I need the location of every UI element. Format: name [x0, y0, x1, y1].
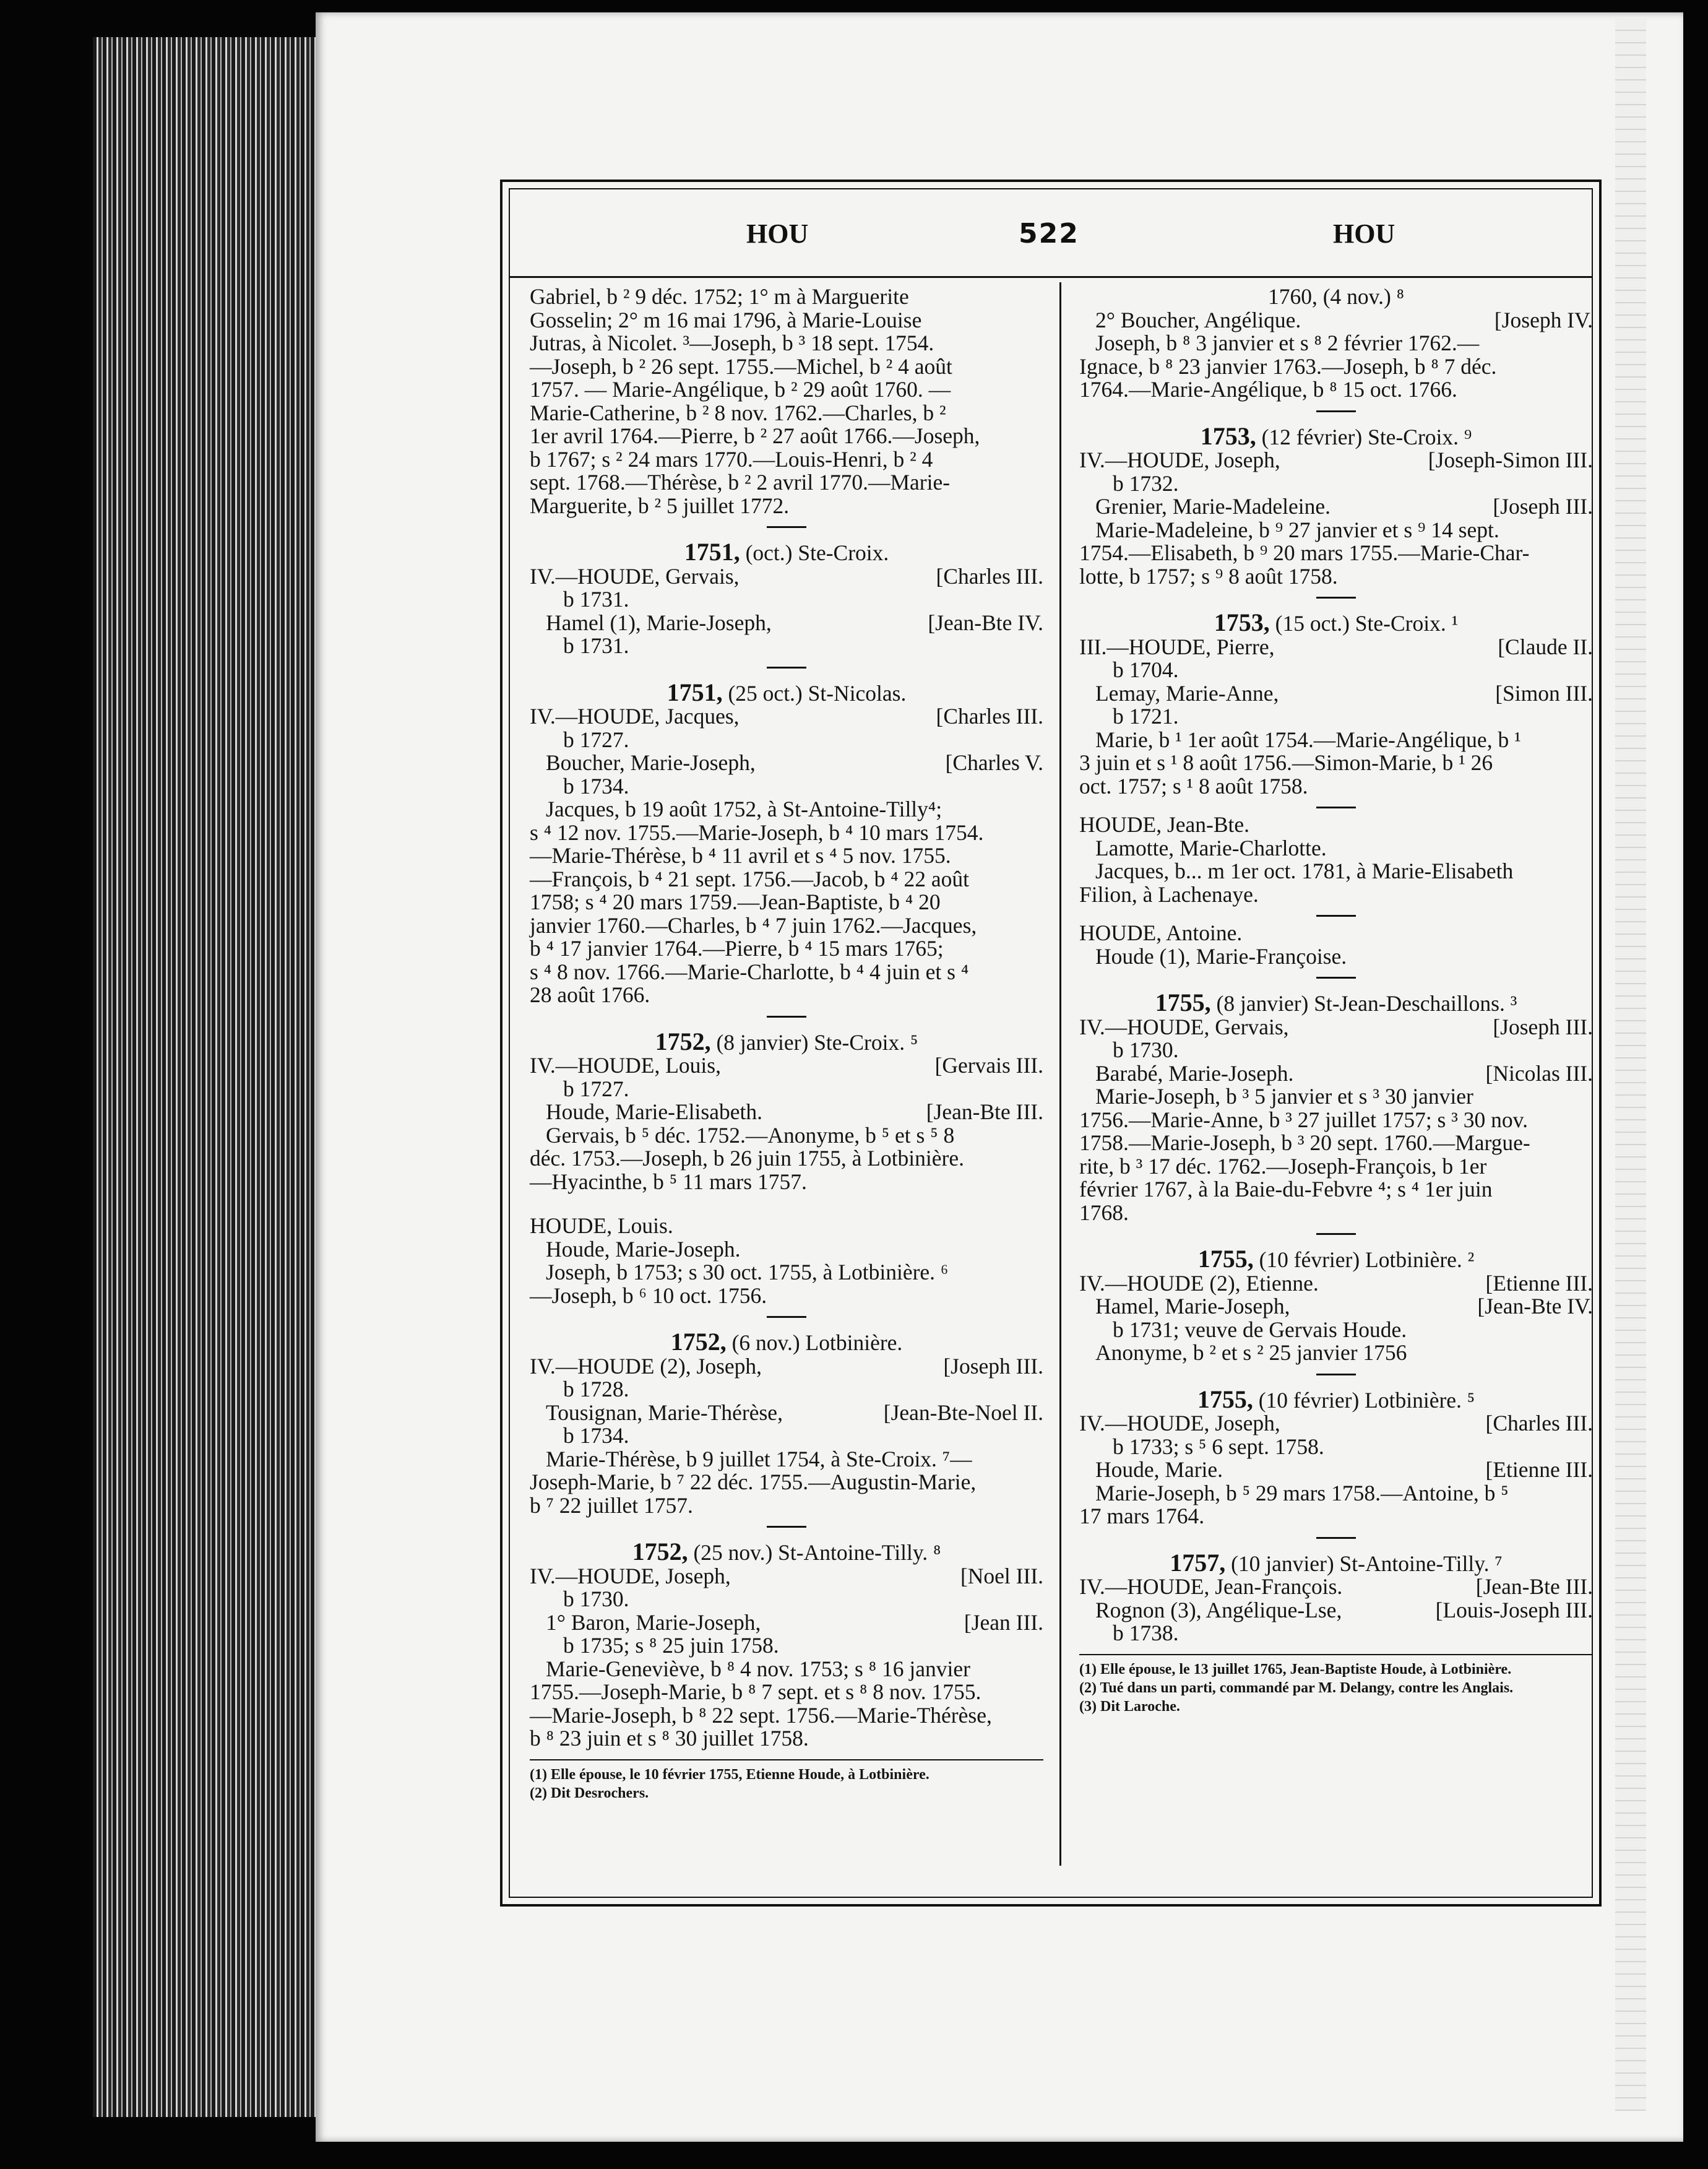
children-line: Joseph, b 1753; s 30 oct. 1755, à Lotbinière. ⁶ — [546, 1260, 949, 1284]
wife-parent: [Jean-Bte III. — [926, 1099, 1043, 1124]
entry-heading — [1079, 422, 1593, 450]
entry-year: 1752, — [655, 1027, 711, 1055]
children-line: oct. 1757; s ¹ 8 août 1758. — [1079, 773, 1308, 799]
footnote: (3) Dit Laroche. — [1079, 1698, 1180, 1715]
wife-name: Barabé, Marie-Joseph. — [1095, 1060, 1294, 1086]
text-line: —Joseph, b ² 26 sept. 1755.—Michel, b ² 4 août — [530, 353, 952, 379]
entry-heading — [530, 1027, 1043, 1055]
husband-name: IV.—HOUDE, Jacques, — [530, 704, 740, 729]
entry-year: 1752, — [632, 1538, 688, 1565]
text-line: sept. 1768.—Thérèse, b ² 2 avril 1770.—Marie- — [530, 470, 951, 495]
separator — [1316, 1374, 1356, 1375]
wife-birth: b 1731; veuve de Gervais Houde. — [1113, 1317, 1407, 1342]
text-line: b 1767; s ² 24 mars 1770.—Louis-Henri, b ² 4 — [530, 446, 933, 472]
wife-name: Houde, Marie-Elisabeth. — [546, 1099, 762, 1124]
spacer — [530, 1193, 1043, 1214]
husband-parent: [Noel III. — [960, 1563, 1043, 1588]
wife-parent: [Louis-Joseph III. — [1435, 1597, 1593, 1622]
husband-parent: [Claude II. — [1498, 634, 1593, 659]
wife-line — [1079, 1458, 1593, 1482]
children-line: 1758; s ⁴ 20 mars 1759.—Jean-Baptiste, b ⁴ 20 — [530, 890, 941, 914]
book-page-edges — [93, 37, 328, 2117]
husband-line — [1079, 1575, 1593, 1599]
children-line: —Marie-Thérèse, b ⁴ 11 avril et s ⁴ 5 nov. 1755. — [530, 843, 951, 868]
husband-line — [1079, 449, 1593, 472]
children-line: 1764.—Marie-Angélique, b ⁸ 15 oct. 1766. — [1079, 377, 1457, 402]
entry-place: (10 février) Lotbinière. ⁵ — [1253, 1387, 1475, 1413]
children-line: Marie-Madeleine, b ⁹ 27 janvier et s ⁹ 14 sept. — [1095, 517, 1499, 542]
wife-parent: [Jean-Bte IV. — [1477, 1294, 1593, 1318]
page-edge-marks — [1615, 19, 1646, 2111]
entry-heading — [1079, 1385, 1593, 1413]
text-line: Gosselin; 2° m 16 mai 1796, à Marie-Louise — [530, 307, 922, 332]
husband-parent: [Charles III. — [1485, 1411, 1593, 1435]
children-line: Joseph, b ⁸ 3 janvier et s ⁸ 2 février 1762.— — [1095, 331, 1480, 355]
text-line: Marie-Catherine, b ² 8 nov. 1762.—Charles, b ² — [530, 400, 946, 425]
wife-line — [1079, 1062, 1593, 1086]
entry-place: (8 janvier) St-Jean-Deschaillons. ³ — [1210, 991, 1517, 1016]
husband-name: IV.—HOUDE, Jean-François. — [1079, 1574, 1343, 1599]
husband-name: IV.—HOUDE, Joseph, — [1079, 1411, 1280, 1435]
husband-parent: [Jean-Bte III. — [1475, 1574, 1593, 1599]
husband-name: IV.—HOUDE, Joseph, — [1079, 448, 1280, 472]
husband-name: IV.—HOUDE, Joseph, — [530, 1563, 731, 1588]
wife-birth: b 1721. — [1113, 704, 1179, 729]
husband-line — [1079, 1272, 1593, 1296]
children-line: Jacques, b... m 1er oct. 1781, à Marie-Elisabeth — [1095, 859, 1514, 883]
children-line: b ⁷ 22 juillet 1757. — [530, 1492, 693, 1518]
wife-parent: [Etienne III. — [1485, 1457, 1593, 1482]
husband-parent: [Etienne III. — [1485, 1270, 1593, 1296]
wife-name: Rognon (3), Angélique-Lse, — [1095, 1597, 1342, 1622]
entry-place: (6 nov.) Lotbinière. — [726, 1330, 903, 1355]
person-name: HOUDE, Louis. — [530, 1213, 673, 1238]
husband-birth: b 1733; s ⁵ 6 sept. 1758. — [1113, 1434, 1324, 1459]
entry-place: (25 nov.) St-Antoine-Tilly. ⁸ — [688, 1540, 941, 1565]
husband-line — [530, 705, 1043, 729]
husband-birth: b 1728. — [563, 1377, 629, 1401]
husband-name: IV.—HOUDE, Gervais, — [530, 563, 740, 589]
wife-birth: b 1734. — [563, 773, 629, 799]
entry-place: (oct.) Ste-Croix. — [740, 540, 889, 565]
wife-parent: [Simon III. — [1495, 680, 1593, 706]
entry-year: 1757, — [1170, 1548, 1226, 1577]
entry-year: 1755, — [1197, 1245, 1254, 1273]
wife-parent: [Joseph IV. — [1494, 307, 1593, 332]
husband-birth: b 1727. — [563, 1076, 629, 1101]
husband-line — [530, 1565, 1043, 1588]
children-line: janvier 1760.—Charles, b ⁴ 7 juin 1762.—Jacques, — [530, 912, 977, 938]
children-line: 3 juin et s ¹ 8 août 1756.—Simon-Marie, b ¹ 26 — [1079, 750, 1493, 775]
separator — [767, 526, 806, 528]
husband-parent: [Joseph III. — [943, 1353, 1043, 1379]
person-name: HOUDE, Antoine. — [1079, 920, 1243, 945]
husband-name: IV.—HOUDE, Gervais, — [1079, 1014, 1289, 1039]
children-line: 1758.—Marie-Joseph, b ³ 20 sept. 1760.—Margue- — [1079, 1130, 1530, 1155]
children-line: 1754.—Elisabeth, b ⁹ 20 mars 1755.—Marie-Char- — [1079, 540, 1530, 565]
children-line: Marie-Thérèse, b 9 juillet 1754, à Ste-Croix. ⁷— — [546, 1446, 972, 1471]
husband-birth: b 1732. — [1113, 470, 1179, 496]
entry-heading — [530, 1540, 1043, 1565]
footnote: (1) Elle épouse, le 10 février 1755, Etienne Houde, à Lotbinière. — [530, 1766, 929, 1783]
entry-place: (25 oct.) St-Nicolas. — [722, 680, 907, 706]
wife-name: Houde, Marie. — [1095, 1457, 1223, 1482]
children-line: Marie-Geneviève, b ⁸ 4 nov. 1753; s ⁸ 16 janvier — [546, 1656, 970, 1681]
wife-parent: [Charles V. — [945, 750, 1043, 775]
column-divider — [1059, 282, 1061, 1866]
entry-year: 1751, — [684, 538, 740, 566]
children-line: 1755.—Joseph-Marie, b ⁸ 7 sept. et s ⁸ 8 nov. 1755. — [530, 1679, 981, 1704]
entry-year: 1752, — [670, 1328, 727, 1356]
person-name: HOUDE, Jean-Bte. — [1079, 812, 1250, 837]
wife-line — [530, 1101, 1043, 1124]
children-line: Gervais, b ⁵ déc. 1752.—Anonyme, b ⁵ et s ⁵ 8 — [546, 1122, 955, 1148]
wife-line — [530, 1401, 1043, 1425]
entry-heading — [530, 678, 1043, 706]
header-right: HOU — [1333, 219, 1395, 249]
children-line: lotte, b 1757; s ⁹ 8 août 1758. — [1079, 563, 1338, 589]
wife-parent: [Jean III. — [964, 1609, 1043, 1635]
children-line: s ⁴ 8 nov. 1766.—Marie-Charlotte, b ⁴ 4 juin et s ⁴ — [530, 959, 969, 984]
children-line: 17 mars 1764. — [1079, 1504, 1205, 1528]
entry-year: 1753, — [1214, 608, 1270, 636]
wife-name: Lamotte, Marie-Charlotte. — [1095, 835, 1327, 860]
wife-birth: b 1734. — [563, 1423, 629, 1448]
wife-parent: [Joseph III. — [1493, 494, 1593, 519]
husband-line — [530, 1355, 1043, 1379]
wife-birth: b 1731. — [563, 633, 629, 658]
husband-birth: b 1731. — [563, 587, 629, 612]
wife-line — [530, 751, 1043, 775]
wife-name: Houde (1), Marie-Françoise. — [1095, 943, 1347, 969]
children-line: Jacques, b 19 août 1752, à St-Antoine-Tilly⁴; — [546, 797, 942, 821]
children-line: Joseph-Marie, b ⁷ 22 déc. 1755.—Augustin-Marie, — [530, 1470, 977, 1494]
children-line: s ⁴ 12 nov. 1755.—Marie-Joseph, b ⁴ 10 mars 1754. — [530, 820, 984, 845]
separator — [1316, 597, 1356, 599]
wife-name: Hamel, Marie-Joseph, — [1095, 1294, 1290, 1318]
children-line: 1756.—Marie-Anne, b ³ 27 juillet 1757; s ³ 30 nov. — [1079, 1107, 1528, 1132]
text-line: Gabriel, b ² 9 déc. 1752; 1° m à Marguerite — [530, 284, 909, 309]
wife-line — [1079, 1295, 1593, 1318]
wife-parent: [Jean-Bte IV. — [928, 610, 1043, 635]
text-line: 1760, (4 nov.) ⁸ — [1267, 284, 1405, 309]
husband-birth: b 1727. — [563, 727, 629, 752]
husband-line — [1079, 1016, 1593, 1039]
footnote: (2) Dit Desrochers. — [530, 1785, 649, 1801]
entry-year: 1755, — [1155, 989, 1211, 1016]
children-line: Marie-Joseph, b ³ 5 janvier et s ³ 30 janvier — [1095, 1084, 1473, 1109]
wife-name: Lemay, Marie-Anne, — [1095, 680, 1279, 706]
children-line: déc. 1753.—Joseph, b 26 juin 1755, à Lotbinière. — [530, 1146, 964, 1171]
wife-name: Houde, Marie-Joseph. — [546, 1236, 741, 1262]
husband-birth: b 1730. — [1113, 1037, 1179, 1062]
header-left: HOU — [746, 219, 809, 249]
children-line: Ignace, b ⁸ 23 janvier 1763.—Joseph, b ⁸ 7 déc. — [1079, 353, 1497, 379]
entry-heading — [1079, 991, 1593, 1016]
separator — [1316, 1537, 1356, 1539]
wife-line — [1079, 1599, 1593, 1622]
entry-place: (12 février) Ste-Croix. ⁹ — [1256, 424, 1472, 449]
wife-name: Tousignan, Marie-Thérèse, — [546, 1400, 783, 1425]
entry-heading — [530, 540, 1043, 565]
inner-border — [509, 188, 1593, 1898]
separator — [1316, 807, 1356, 808]
husband-line — [530, 565, 1043, 589]
entry-place: (15 oct.) Ste-Croix. ¹ — [1269, 611, 1459, 636]
entry-heading — [1079, 608, 1593, 636]
children-line: b ⁸ 23 juin et s ⁸ 30 juillet 1758. — [530, 1726, 809, 1751]
wife-line — [1079, 495, 1593, 519]
entry-place: (8 janvier) Ste-Croix. ⁵ — [710, 1029, 918, 1055]
children-line: février 1767, à la Baie-du-Febvre ⁴; s ⁴ 1er juin — [1079, 1177, 1493, 1201]
children-line: 28 août 1766. — [530, 982, 650, 1007]
husband-parent: [Gervais III. — [934, 1053, 1043, 1078]
husband-parent: [Charles III. — [936, 563, 1043, 589]
text-line: Jutras, à Nicolet. ³—Joseph, b ³ 18 sept. 1754. — [530, 331, 934, 355]
text-line: Marguerite, b ² 5 juillet 1772. — [530, 493, 790, 518]
wife-name: Hamel (1), Marie-Joseph, — [546, 610, 772, 635]
entry-year: 1751, — [666, 678, 723, 706]
footnote: (1) Elle épouse, le 13 juillet 1765, Jean-Baptiste Houde, à Lotbinière. — [1079, 1661, 1512, 1678]
wife-line — [530, 1611, 1043, 1635]
husband-birth: b 1730. — [563, 1587, 629, 1611]
entry-year: 1755, — [1197, 1385, 1253, 1413]
entry-heading — [1079, 1247, 1593, 1272]
entry-year: 1753, — [1200, 422, 1256, 450]
separator — [767, 1526, 806, 1528]
wife-name: Grenier, Marie-Madeleine. — [1095, 494, 1331, 519]
husband-parent: [Charles III. — [936, 704, 1043, 729]
husband-birth: b 1704. — [1113, 657, 1179, 682]
children-line: —Marie-Joseph, b ⁸ 22 sept. 1756.—Marie-Thérèse, — [530, 1702, 992, 1728]
entry-place: (10 janvier) St-Antoine-Tilly. ⁷ — [1225, 1551, 1503, 1576]
children-line: —Joseph, b ⁶ 10 oct. 1756. — [530, 1283, 767, 1308]
children-line: Marie, b ¹ 1er août 1754.—Marie-Angélique, b ¹ — [1095, 727, 1521, 752]
wife-parent: [Jean-Bte-Noel II. — [883, 1400, 1043, 1425]
wife-line — [1079, 682, 1593, 706]
separator — [1316, 410, 1356, 412]
printed-page-frame — [500, 180, 1602, 1907]
entry-heading — [1079, 1548, 1593, 1577]
husband-name: IV.—HOUDE (2), Joseph, — [530, 1353, 762, 1379]
husband-line — [530, 1054, 1043, 1078]
entry-place: (10 février) Lotbinière. ² — [1253, 1247, 1475, 1272]
page-number: 522 — [1019, 218, 1079, 249]
husband-name: IV.—HOUDE, Louis, — [530, 1053, 721, 1078]
separator — [767, 667, 806, 669]
wife-line — [530, 612, 1043, 635]
husband-name: IV.—HOUDE (2), Etienne. — [1079, 1270, 1319, 1296]
footnote-rule — [530, 1759, 1043, 1760]
wife-birth: b 1738. — [1113, 1621, 1179, 1645]
husband-parent: [Joseph III. — [1493, 1014, 1593, 1039]
children-line: —François, b ⁴ 21 sept. 1756.—Jacob, b ⁴ 22 août — [530, 866, 970, 891]
running-header — [510, 189, 1592, 278]
husband-name: III.—HOUDE, Pierre, — [1079, 634, 1275, 659]
separator — [1316, 915, 1356, 917]
husband-parent: [Joseph-Simon III. — [1428, 448, 1593, 472]
children-line: Anonyme, b ² et s ² 25 janvier 1756 — [1095, 1340, 1407, 1365]
footnote-rule — [1079, 1654, 1593, 1655]
text-line: 1757. — Marie-Angélique, b ² 29 août 1760. — — [530, 377, 951, 402]
entry-heading — [530, 1330, 1043, 1355]
separator — [1316, 1233, 1356, 1235]
separator — [767, 1316, 806, 1318]
wife-parent: [Nicolas III. — [1485, 1060, 1593, 1086]
children-line: 1768. — [1079, 1200, 1129, 1225]
separator — [767, 1016, 806, 1018]
children-line: —Hyacinthe, b ⁵ 11 mars 1757. — [530, 1169, 807, 1194]
children-line: Marie-Joseph, b ⁵ 29 mars 1758.—Antoine, b ⁵ — [1095, 1480, 1509, 1505]
husband-line — [1079, 1412, 1593, 1435]
right-column — [1079, 285, 1593, 1716]
wife-name: Boucher, Marie-Joseph, — [546, 750, 756, 775]
wife-name: 1° Baron, Marie-Joseph, — [546, 1609, 761, 1635]
left-column — [530, 285, 1043, 1803]
separator — [1316, 977, 1356, 979]
wife-name: 2° Boucher, Angélique. — [1095, 307, 1301, 332]
wife-birth: b 1735; s ⁸ 25 juin 1758. — [563, 1633, 779, 1658]
footnote: (2) Tué dans un parti, commandé par M. Delangy, contre les Anglais. — [1079, 1679, 1514, 1696]
wife-line — [1079, 309, 1593, 332]
children-line: Filion, à Lachenaye. — [1079, 881, 1259, 907]
husband-line — [1079, 636, 1593, 659]
text-line: 1er avril 1764.—Pierre, b ² 27 août 1766.—Joseph, — [530, 423, 980, 448]
children-line: rite, b ³ 17 déc. 1762.—Joseph-François, b 1er — [1079, 1153, 1487, 1179]
children-line: b ⁴ 17 janvier 1764.—Pierre, b ⁴ 15 mars 1765; — [530, 936, 944, 961]
